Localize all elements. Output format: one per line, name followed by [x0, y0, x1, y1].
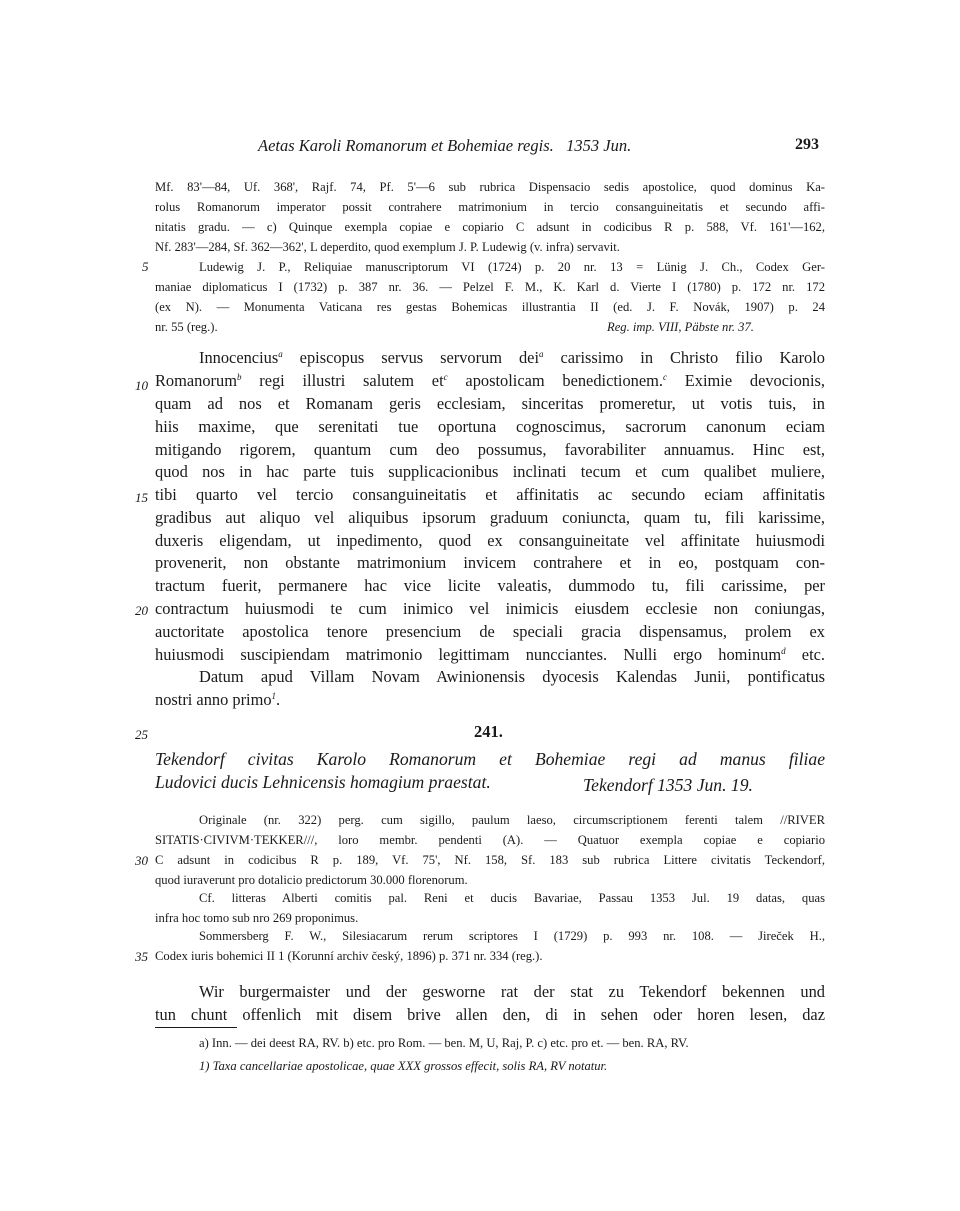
text-line: Romanorum$^b$ regi illustri salutem $et^c$ apostolicam benedictionem.$^c$ Eximie devocionis, [155, 371, 825, 390]
text-line: Innocencius$^a$ episcopus servus servorum dei$^a$ carissimo in Christo filio Karolo [199, 348, 825, 367]
running-title: Aetas Karoli Romanorum et Bohemiae regis. [258, 136, 554, 155]
text-line: mitigando rigorem, quantum cum deo possumus, favorabiliter annuamus. Hinc est, [155, 440, 825, 459]
text-line: Wir burgermaister und der gesworne rat der stat zu Tekendorf bekennen und [199, 982, 825, 1001]
header-date: 1353 Jun. [566, 136, 632, 155]
text-line: tun chunt offenlich mit disem brive allen den, di in sehen oder horen lesen, daz [155, 1005, 825, 1024]
text-line: gradibus aut aliquo vel aliquibus ipsorum graduum coniuncta, quam tu, fili karissime, [155, 508, 825, 527]
apparatus-line: nitatis gradu. — c) Quinque exempla copiae e copiario C adsunt in codicibus R p. 588, Vf. 161'—162, [155, 220, 825, 234]
footnote-rule [155, 1027, 237, 1028]
apparatus-line: Originale (nr. 322) perg. cum sigillo, paulum laeso, circumscriptionem ferenti talem //RIVER [199, 813, 825, 827]
apparatus-line: rolus Romanorum imperator possit contrahere matrimonium in tercio consanguineitatis et secundo affi- [155, 200, 825, 214]
regesta-reference: Reg. imp. VIII, Päbste nr. 37. [607, 320, 754, 334]
text-line: tibi quarto vel tercio consanguineitatis et affinitatis ac secundo eciam affinitatis [155, 485, 825, 504]
apparatus-line: Codex iuris bohemici II 1 (Korunní archiv český, 1896) p. 371 nr. 334 (reg.). [155, 949, 543, 963]
line-number: 10 [135, 378, 148, 393]
footnote-line: 1) Taxa cancellariae apostolicae, quae XXX grossos effecit, solis RA, RV notatur. [199, 1059, 608, 1073]
apparatus-line: SITATIS·CIVIVM·TEKKER///, loro membr. pendenti (A). — Quatuor exempla copiae e copiario [155, 833, 825, 847]
apparatus-line: Nf. 283'—284, Sf. 362—362', L deperdito, quod exemplum J. P. Ludewig (v. infra) servavit. [155, 240, 620, 254]
apparatus-line: infra hoc tomo sub nro 269 proponimus. [155, 911, 359, 925]
text-line: provenerit, non obstante matrimonium invicem contrahere et in eo, postquam con- [155, 553, 825, 572]
apparatus-line: (ex N). — Monumenta Vaticana res gestas Bohemicas illustrantia II (ed. J. F. Novák, 1907) p. 24 [155, 300, 825, 314]
apparatus-line: quod iuraverunt pro dotalicio predictorum 30.000 florenorum. [155, 873, 468, 887]
apparatus-line: Cf. litteras Alberti comitis pal. Reni et ducis Bavariae, Passau 1353 Jul. 19 datas, quas [199, 891, 825, 905]
apparatus-line: maniae diplomaticus I (1732) p. 387 nr. 36. — Pelzel F. M., K. Karl d. Vierte I (1780) p. 172 nr. 172 [155, 280, 825, 294]
text-line: duxeris eligendam, ut inpedimento, quod ex consanguineitate vel affinitate huiusmodi [155, 531, 825, 550]
line-number: 25 [135, 727, 148, 742]
line-number: 30 [135, 853, 148, 868]
document-number: 241. [474, 722, 503, 741]
line-number: 15 [135, 490, 148, 505]
line-number: 5 [142, 259, 149, 274]
text-line: quam ad nos et Romanam geris ecclesiam, sinceritas promeretur, ut votis tuis, in [155, 394, 825, 413]
document-title-line: Ludovici ducis Lehnicensis homagium praestat. [155, 772, 491, 792]
footnote-line: a) Inn. — dei deest RA, RV. b) etc. pro Rom. — ben. M, U, Raj, P. c) etc. pro et. — ben. RA, RV. [199, 1036, 689, 1050]
apparatus-line: Mf. 83'—84, Uf. 368', Rajf. 74, Pf. 5'—6 sub rubrica Dispensacio sedis apostolice, quod dominus Ka- [155, 180, 825, 194]
line-number: 20 [135, 603, 148, 618]
apparatus-line: C adsunt in codicibus R p. 189, Vf. 75', Nf. 158, Sf. 183 sub rubrica Littere civitatis Teckendorf, [155, 853, 825, 867]
apparatus-line: Sommersberg F. W., Silesiacarum rerum scriptores I (1729) p. 993 nr. 108. — Jireček H., [199, 929, 825, 943]
document-date: Tekendorf 1353 Jun. 19. [583, 775, 753, 795]
text-line: nostri anno primo$^1$. [155, 690, 281, 709]
document-title-line: Tekendorf civitas Karolo Romanorum et Bohemiae regi ad manus filiae [155, 749, 825, 769]
apparatus-line: Ludewig J. P., Reliquiae manuscriptorum VI (1724) p. 20 nr. 13 = Lünig J. Ch., Codex Ger- [199, 260, 825, 274]
text-line: quod nos in hac parte tuis supplicacionibus inclinati tecum et cum qualibet muliere, [155, 462, 825, 481]
text-line: hiis maxime, que serenitati tue oportuna cognoscimus, sacrorum canonum eciam [155, 417, 825, 436]
page-number: 293 [795, 136, 819, 153]
running-header [258, 136, 631, 156]
text-line: contractum huiusmodi te cum inimico vel inimicis eiusdem ecclesie non coniungas, [155, 599, 825, 618]
text-line: auctoritate apostolica tenore presencium de speciali gracia dispensamus, prolem ex [155, 622, 825, 641]
text-line: tractum fuerit, permanere hac vice licite valeatis, dummodo tu, fili carissime, per [155, 576, 825, 595]
text-line: huiusmodi suscipiendam matrimonio legittimam nuncciantes. Nulli ergo hominum$^d$ etc. [155, 645, 825, 664]
text-line: Datum apud Villam Novam Awinionensis dyocesis Kalendas Junii, pontificatus [199, 667, 825, 686]
line-number: 35 [135, 949, 148, 964]
apparatus-line: nr. 55 (reg.). [155, 320, 218, 334]
